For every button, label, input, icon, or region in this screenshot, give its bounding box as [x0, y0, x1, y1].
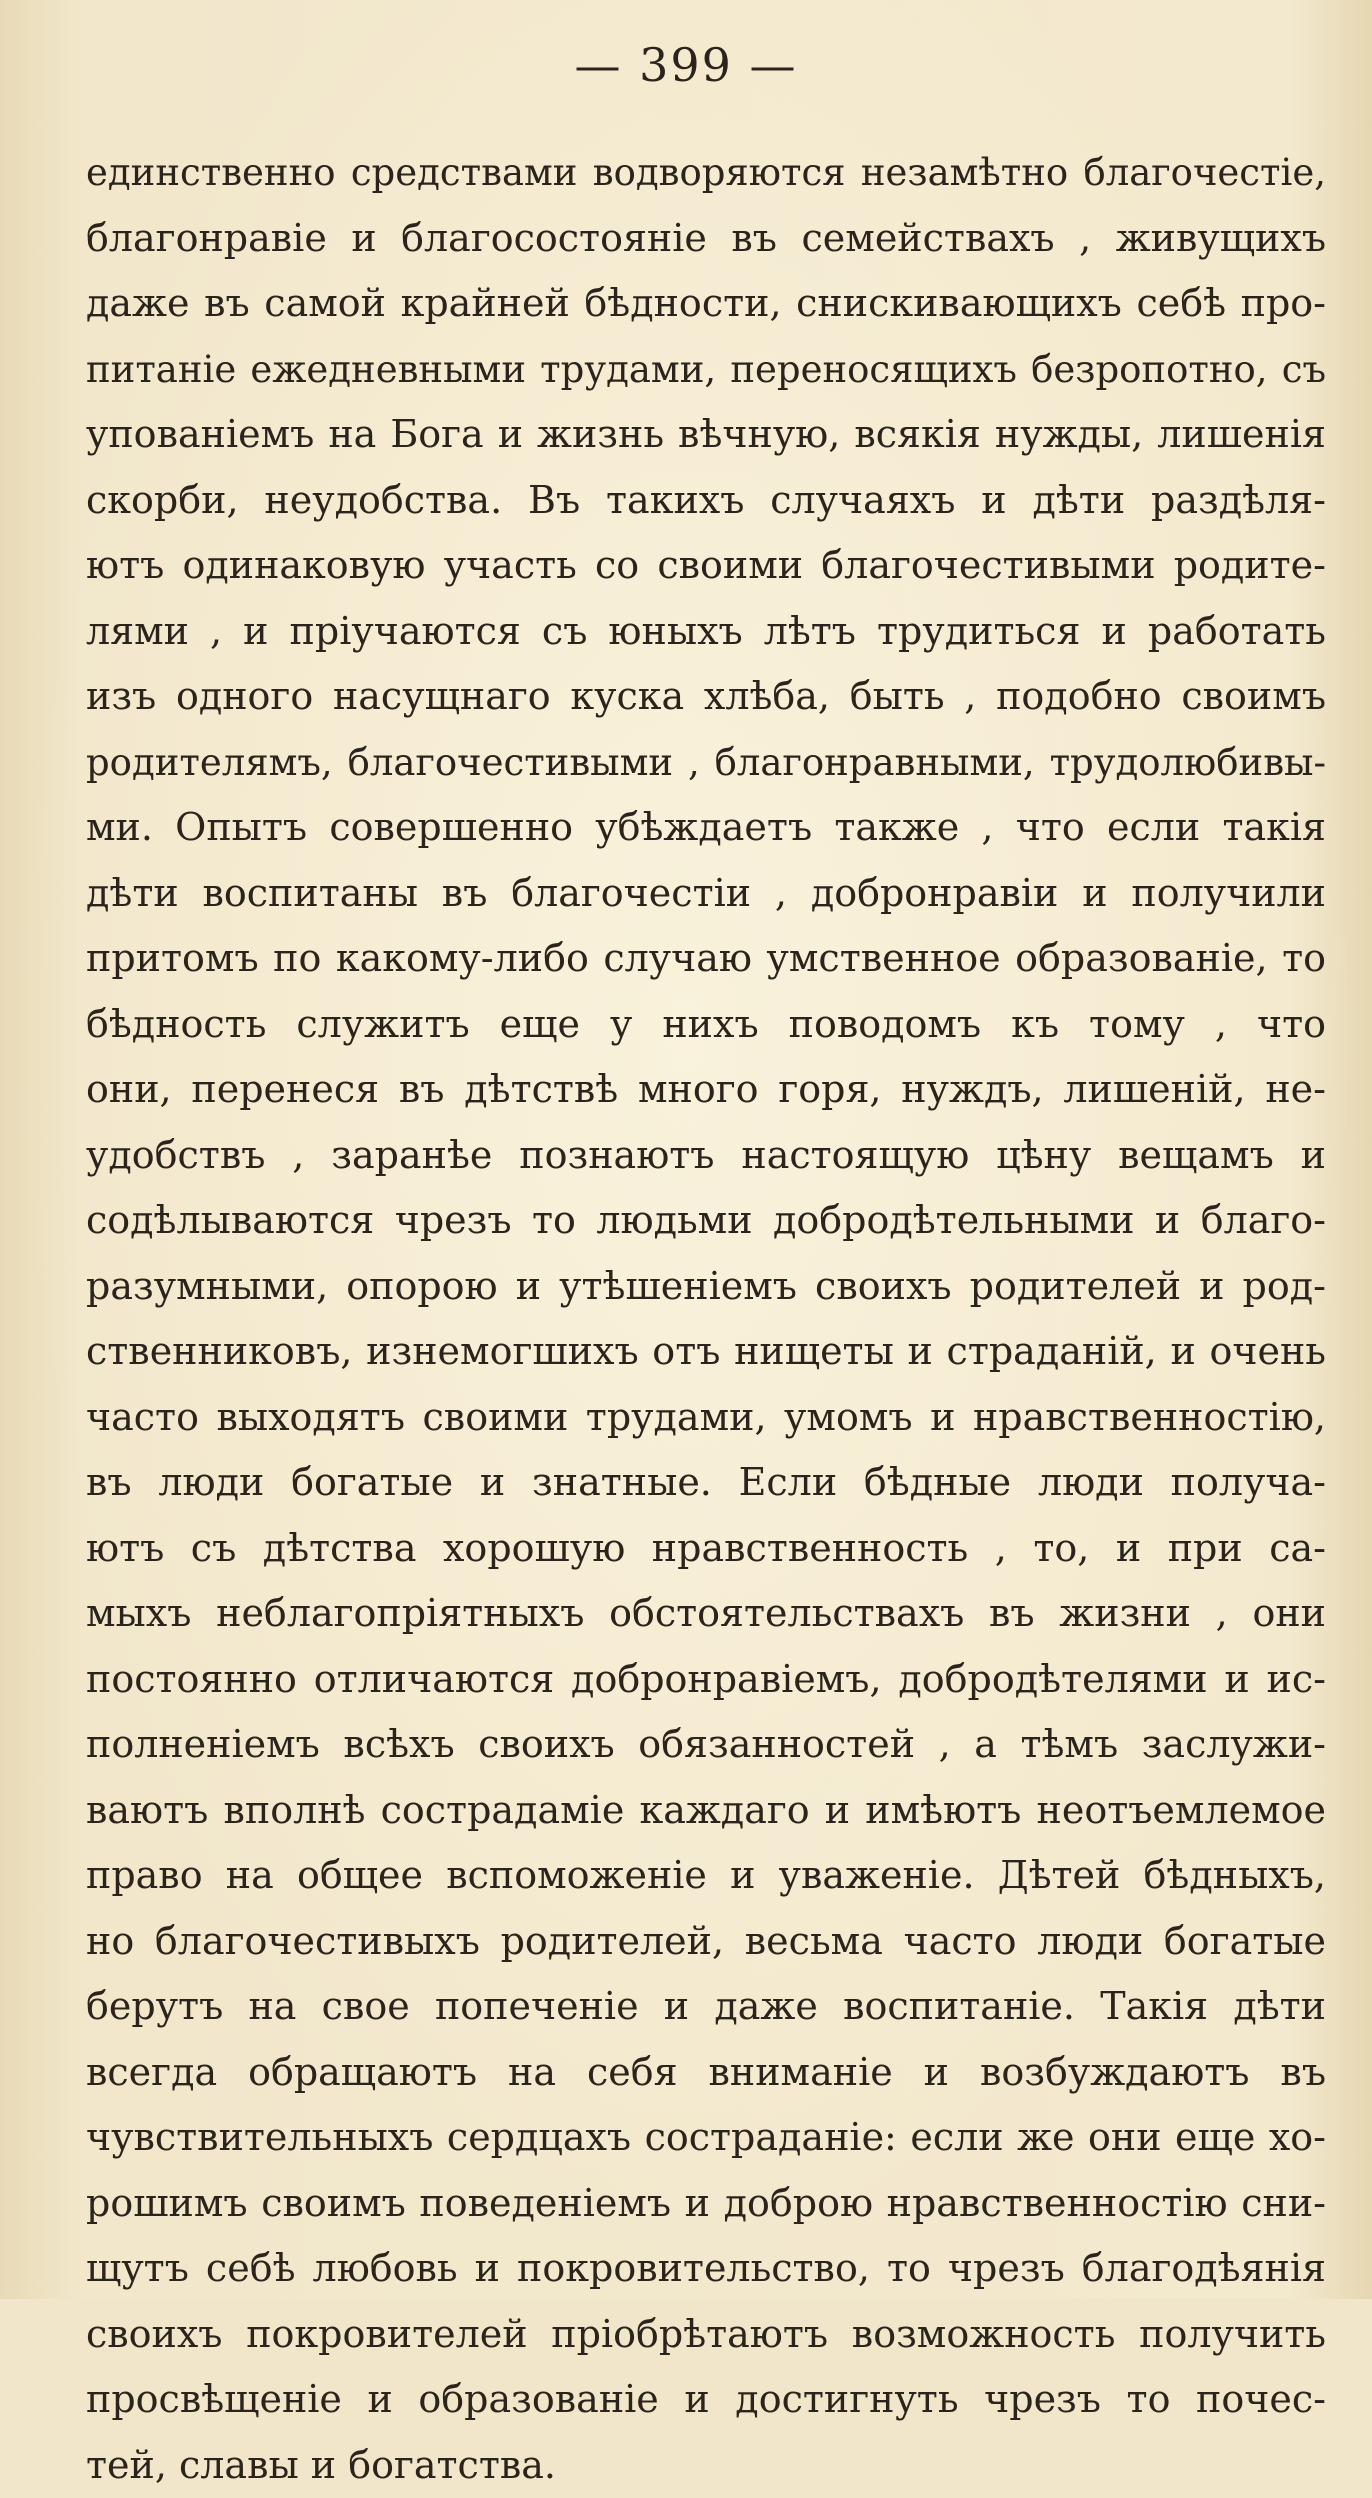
text-line: право на общее вспоможеніе и уваженіе. Дѣтей бѣдныхъ,	[86, 1843, 1326, 1909]
text-line: содѣлываются чрезъ то людьми добродѣтельными и благо-	[86, 1188, 1326, 1254]
text-line: разумными, опорою и утѣшеніемъ своихъ родителей и род-	[86, 1254, 1326, 1320]
text-line: чувствительныхъ сердцахъ состраданіе: если же они еще хо-	[86, 2105, 1326, 2171]
text-line: лями , и пріучаются съ юныхъ лѣтъ трудиться и работать	[86, 599, 1326, 665]
text-line: удобствъ , заранѣе познаютъ настоящую цѣну вещамъ и	[86, 1123, 1326, 1189]
text-line: ютъ съ дѣтства хорошую нравственность , то, и при са-	[86, 1516, 1326, 1582]
text-line: упованіемъ на Бога и жизнь вѣчную, всякія нужды, лишенія	[86, 402, 1326, 468]
text-line: они, перенеся въ дѣтствѣ много горя, нуждъ, лишеній, не-	[86, 1057, 1326, 1123]
text-line: часто выходятъ своими трудами, умомъ и нравственностію,	[86, 1385, 1326, 1451]
text-line: просвѣщеніе и образованіе и достигнуть чрезъ то почес-	[86, 2367, 1326, 2433]
text-line: ютъ одинаковую участь со своими благочестивыми родите-	[86, 533, 1326, 599]
text-line: рошимъ своимъ поведеніемъ и доброю нравственностію сни-	[86, 2171, 1326, 2237]
text-line: даже въ самой крайней бѣдности, снискивающихъ себѣ про-	[86, 271, 1326, 337]
text-line: ственниковъ, изнемогшихъ отъ нищеты и страданій, и очень	[86, 1319, 1326, 1385]
text-line: скорби, неудобства. Въ такихъ случаяхъ и дѣти раздѣля-	[86, 468, 1326, 534]
text-line: бѣдность служитъ еще у нихъ поводомъ къ тому , что	[86, 992, 1326, 1058]
page-number: — 399 —	[0, 38, 1372, 92]
text-line: изъ одного насущнаго куска хлѣба, быть , подобно своимъ	[86, 664, 1326, 730]
text-line: всегда обращаютъ на себя вниманіе и возбуждаютъ въ	[86, 2040, 1326, 2106]
text-line: но благочестивыхъ родителей, весьма часто люди богатые	[86, 1909, 1326, 1975]
text-line: берутъ на свое попеченіе и даже воспитаніе. Такія дѣти	[86, 1974, 1326, 2040]
text-line: ваютъ вполнѣ сострадаміе каждаго и имѣютъ неотъемлемое	[86, 1778, 1326, 1844]
body-text	[86, 140, 1326, 2498]
text-line: дѣти воспитаны въ благочестіи , добронравіи и получили	[86, 861, 1326, 927]
text-line: ми. Опытъ совершенно убѣждаетъ также , что если такія	[86, 795, 1326, 861]
text-line: постоянно отличаются добронравіемъ, добродѣтелями и ис-	[86, 1647, 1326, 1713]
text-line: щутъ себѣ любовь и покровительство, то чрезъ благодѣянія	[86, 2236, 1326, 2302]
text-line: родителямъ, благочестивыми , благонравными, трудолюбивы-	[86, 730, 1326, 796]
text-line: полненіемъ всѣхъ своихъ обязанностей , а тѣмъ заслужи-	[86, 1712, 1326, 1778]
text-line: мыхъ неблагопріятныхъ обстоятельствахъ въ жизни , они	[86, 1581, 1326, 1647]
text-line: въ люди богатые и знатные. Если бѣдные люди получа-	[86, 1450, 1326, 1516]
text-line: притомъ по какому-либо случаю умственное образованіе, то	[86, 926, 1326, 992]
text-line: тей, славы и богатства.	[86, 2433, 1326, 2498]
text-line: единственно средствами водворяются незамѣтно благочестіе,	[86, 140, 1326, 206]
text-line: своихъ покровителей пріобрѣтаютъ возможность получить	[86, 2302, 1326, 2368]
text-line: благонравіе и благосостояніе въ семействахъ , живущихъ	[86, 206, 1326, 272]
text-line: питаніе ежедневными трудами, переносящихъ безропотно, съ	[86, 337, 1326, 403]
